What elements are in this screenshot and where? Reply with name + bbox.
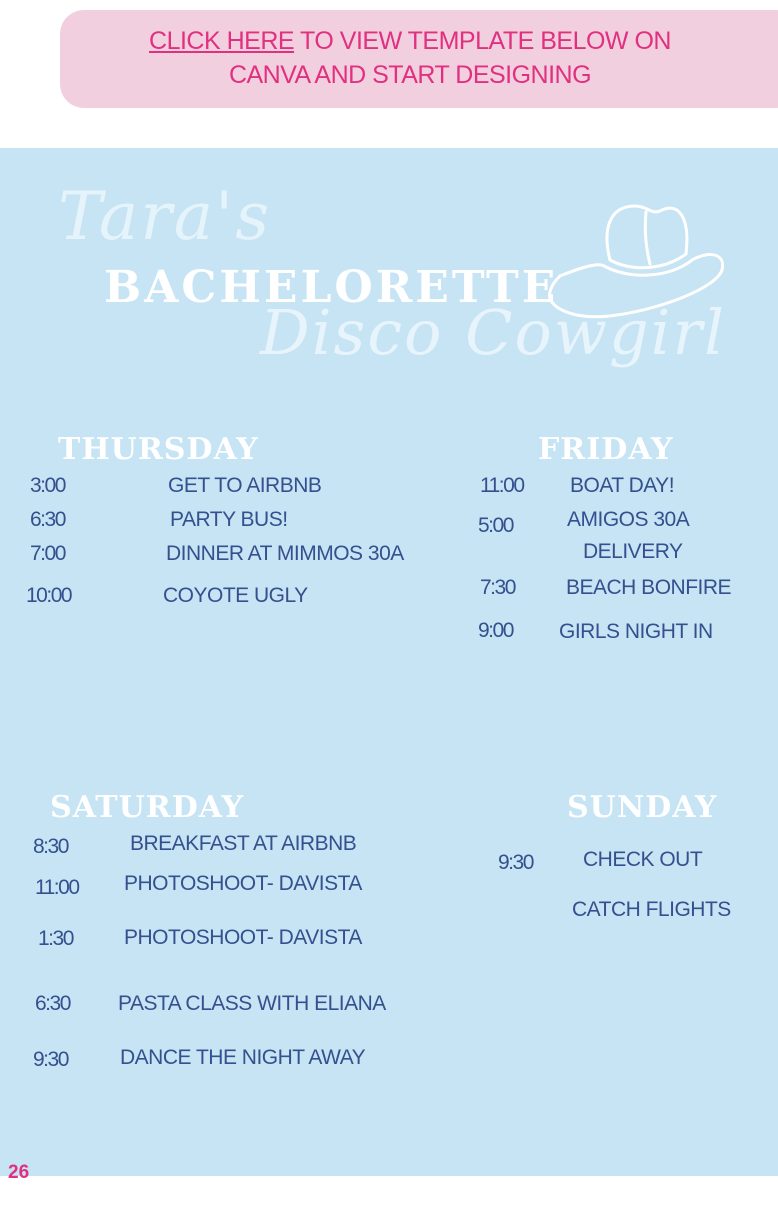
cowboy-hat-icon bbox=[540, 198, 730, 328]
canva-link-banner[interactable] bbox=[60, 10, 778, 108]
saturday-activity-4: PASTA CLASS WITH ELIANA bbox=[118, 992, 386, 1015]
banner-line-1-text: TO VIEW TEMPLATE BELOW ON bbox=[294, 27, 671, 55]
page-number: 26 bbox=[8, 1162, 30, 1183]
saturday-activity-5: DANCE THE NIGHT AWAY bbox=[120, 1046, 366, 1069]
thursday-time-1: 3:00 bbox=[30, 474, 65, 497]
thursday-activity-4: COYOTE UGLY bbox=[163, 584, 308, 607]
thursday-activity-2: PARTY BUS! bbox=[170, 508, 288, 531]
thursday-time-3: 7:00 bbox=[30, 542, 65, 565]
banner-line-2: CANVA AND START DESIGNING bbox=[228, 61, 592, 89]
sunday-time-1: 9:30 bbox=[498, 851, 533, 874]
thursday-time-4: 10:00 bbox=[26, 584, 72, 607]
thursday-activity-1: GET TO AIRBNB bbox=[168, 474, 322, 497]
title-graphic bbox=[0, 148, 778, 418]
thursday-heading: THURSDAY bbox=[58, 432, 259, 467]
saturday-time-2: 11:00 bbox=[35, 876, 79, 899]
saturday-time-1: 8:30 bbox=[33, 835, 68, 858]
saturday-time-4: 6:30 bbox=[35, 992, 70, 1015]
script-subtitle: Disco Cowgirl bbox=[260, 296, 726, 369]
itinerary-panel bbox=[0, 148, 778, 1176]
sunday-heading: SUNDAY bbox=[567, 790, 718, 825]
saturday-activity-1: BREAKFAST AT AIRBNB bbox=[130, 832, 357, 855]
friday-time-3: 7:30 bbox=[480, 576, 515, 599]
friday-activity-4: GIRLS NIGHT IN bbox=[559, 620, 713, 643]
friday-activity-3: BEACH BONFIRE bbox=[566, 576, 732, 599]
click-here-link[interactable]: CLICK HERE bbox=[149, 27, 295, 55]
saturday-activity-2: PHOTOSHOOT- DAVISTA bbox=[124, 872, 362, 895]
friday-activity-1: BOAT DAY! bbox=[570, 474, 675, 497]
sunday-activity-1: CHECK OUT bbox=[583, 848, 703, 871]
friday-time-2: 5:00 bbox=[478, 514, 513, 537]
friday-activity-2: AMIGOS 30A bbox=[567, 508, 690, 531]
friday-activity-2-line-2: DELIVERY bbox=[583, 540, 683, 563]
banner-line-1 bbox=[60, 24, 760, 58]
saturday-time-5: 9:30 bbox=[33, 1048, 68, 1071]
saturday-heading: SATURDAY bbox=[50, 790, 244, 825]
saturday-activity-3: PHOTOSHOOT- DAVISTA bbox=[124, 926, 362, 949]
main-title: BACHELORETTE bbox=[104, 262, 559, 313]
friday-time-1: 11:00 bbox=[480, 474, 524, 497]
friday-heading: FRIDAY bbox=[538, 432, 674, 467]
friday-time-4: 9:00 bbox=[478, 619, 513, 642]
sunday-activity-1-line-2: CATCH FLIGHTS bbox=[572, 898, 731, 921]
saturday-time-3: 1:30 bbox=[38, 927, 73, 950]
thursday-activity-3: DINNER AT MIMMOS 30A bbox=[166, 542, 404, 565]
thursday-time-2: 6:30 bbox=[30, 508, 65, 531]
script-name: Tara's bbox=[58, 178, 272, 255]
